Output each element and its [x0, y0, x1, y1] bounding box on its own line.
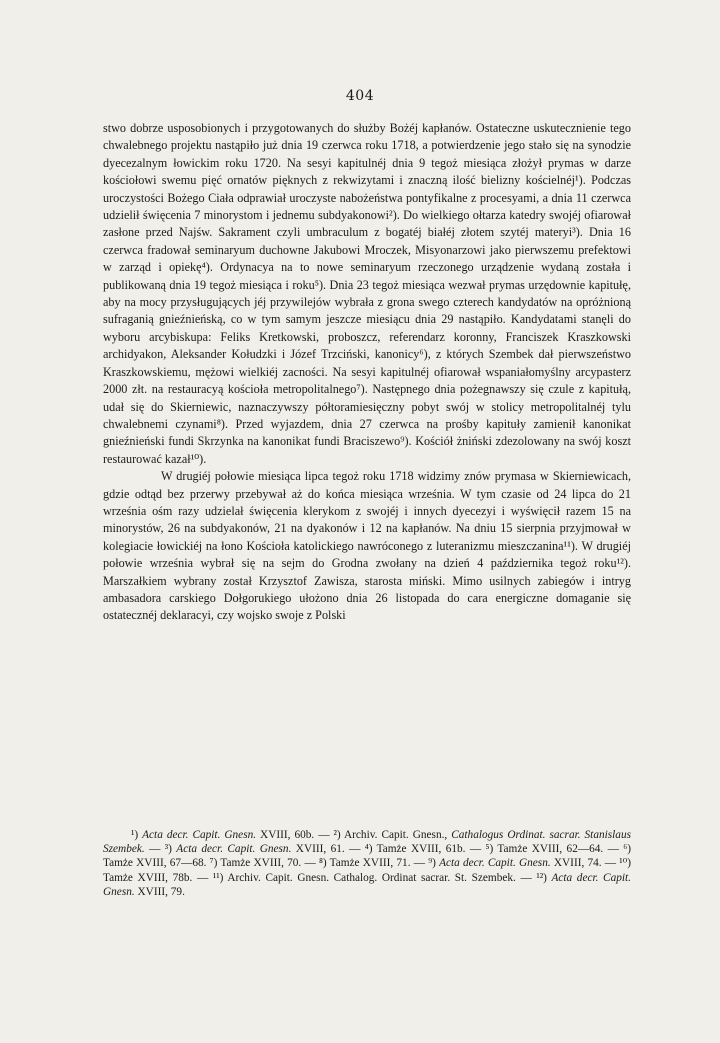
footnote-source-title: Cathalogus Ordinat. sacrar. Stanislaus Szembek.	[103, 829, 631, 856]
page-number: 404	[345, 88, 375, 104]
paragraph: stwo dobrze usposobionych i przygotowanych do służby Bożéj kapłanów. Ostateczne uskutecznienie tego chwalebnego projektu nastąpiło już dnia 19 czerwca roku 1718, a potwierdzenie jego stało się na synodzie dyecezalnym łowickim roku 1720. Na sesyi kapitulnéj dnia 9 tegoż miesiąca złożył prymas w darze kościołowi swemu pięć ornatów pięknych z rekwizytami i znaczną ilość bielizny kościelnéj¹). Podczas uroczystości Bożego Ciała odprawiał uroczyste nabożeństwa pontyfikalne z procesyami, a dnia 11 czerwca udzielił święcenia 7 minorystom i jednemu subdyakonowi²). Do wielkiego ołtarza katedry swojéj ofiarował zasłone przed Najśw. Sakrament czyli umbraculum z bogatéj białéj złotem szytéj materyi³). Dnia 16 czerwca fradował seminaryum duchowne Jakubowi Mroczek, Misyonarzowi jako pierwszemu prefektowi w zarząd i opiekę⁴). Ordynacya na to nowe seminaryum rzeczonego urządzenie wydaną została i publikowaną dnia 19 tegoż miesiąca i roku⁵). Dnia 23 tegoż miesiąca wezwał prymas urzędownie kapitułę, aby na mocy przysługujących jéj przywilejów wybrała z grona swego czterech kandydatów na opróżnioną sufraganią gnieźnieńską, co w tym samym jeszcze miesiącu dnia 29 nastąpiło. Kandydatami stanęli do wyboru arcybiskupa: Feliks Kretkowski, proboszcz, referendarz koronny, Franciszek Kraszkowski archidyakon, Aleksander Kołudzki i Józef Trzciński, kanonicy⁶), z których Szembek dał pierwszeństwo Kraszkowskiemu, mężowi wielkiéj zacności. Na sesyi kapitulnéj ofiarował wspaniałomyślny arcypasterz 2000 złt. na restauracyą kościoła metropolitalnego⁷). Następnego dnia pożegnawszy się czule z kapitułą, udał się do Skierniewic, naznaczywszy półtoramiesięczny pobyt swój w stolicy metropolitalnéj tylu chwalebnemi czynami⁸). Przed wyjazdem, dnia 27 czerwca na prośby kapituły zamienił kanonikat gnieźnieński fundi Skrzynka na kanonikat fundi Braciszewo⁹). Kościół żniński zdezolowany na swój koszt restaurować kazał¹⁰).	[103, 121, 631, 466]
footnote-text: XVIII, 60b. — ²) Archiv. Capit. Gnesn.,	[256, 829, 452, 841]
footnotes	[103, 828, 631, 899]
footnote-text: ¹)	[131, 829, 143, 841]
paragraph: W drugiéj połowie miesiąca lipca tegoż roku 1718 widzimy znów prymasa w Skierniewicach, gdzie odtąd bez przerwy przebywał aż do końca miesiąca września. W tym czasie od 24 lipca do 21 września ośm razy udzielał święcenia klerykom z swojéj i innych dyecezyi i wyświęcił razem 15 na minorystów, 26 na subdyakonów, 21 na dyakonów i 12 na kapłanów. Na dniu 15 sierpnia przyjmował w kolegiacie łowickiéj na łono Kościoła katolickiego nawróconego z luteranizmu mieszczanina¹¹). W drugiéj połowie września wybrał się na sejm do Grodna zwołany na dzień 4 października tegoż roku¹²). Marszałkiem wybrany został Krzysztof Zawisza, starosta miński. Mimo usilnych zabiegów i intryg ambasadora carskiego Dołgorukiego ułożono dnia 26 listopada do cara energiczne domaganie się ostatecznéj deklaracyi, czy wojsko swoje z Polski	[103, 469, 631, 623]
main-text	[103, 120, 631, 625]
footnote-block	[103, 828, 631, 899]
footnote-source-title: Acta decr. Capit. Gnesn.	[439, 857, 551, 870]
footnote-text: XVIII, 79.	[134, 885, 185, 898]
footnote-source-title: Acta decr. Capit. Gnesn.	[176, 843, 292, 856]
footnote-text: XVIII, 74. — ¹⁰) Tamże XVIII, 78b. — ¹¹) Archiv. Capit. Gnesn. Cathalog. Ordinat sacrar. St. Szembek. — ¹²)	[103, 857, 631, 884]
footnote-source-title: Acta decr. Capit. Gnesn.	[103, 871, 631, 898]
footnote-text: — ³)	[144, 843, 177, 856]
footnote-text: XVIII, 61. — ⁴) Tamże XVIII, 61b. — ⁵) Tamże XVIII, 62—64. — ⁶) Tamże XVIII, 67—68. ⁷) Tamże XVIII, 70. — ⁸) Tamże XVIII, 71. — ⁹)	[103, 843, 632, 870]
footnote-source-title: Acta decr. Capit. Gnesn.	[142, 829, 257, 841]
